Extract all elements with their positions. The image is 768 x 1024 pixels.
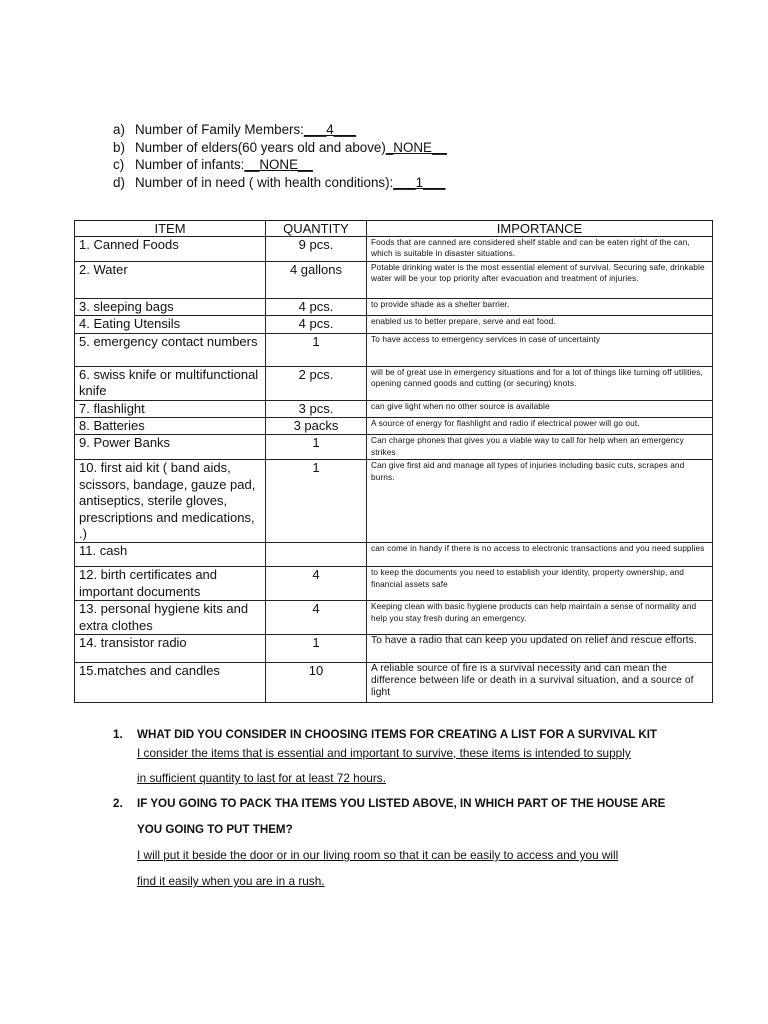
quantity-cell: 3 pcs. bbox=[266, 400, 367, 417]
importance-cell: Potable drinking water is the most essential element of survival. Securing safe, drinkable water will be your top priority after evacuation and treatment of injuries. bbox=[367, 262, 713, 299]
answer-line: find it easily when you are in a rush. bbox=[137, 874, 325, 888]
item-cell: 9. Power Banks bbox=[75, 435, 266, 460]
table-row bbox=[75, 460, 713, 543]
question-number: 1. bbox=[113, 728, 123, 741]
item-cell: 14. transistor radio bbox=[75, 635, 266, 663]
item-cell: 7. flashlight bbox=[75, 400, 266, 417]
family-info-list bbox=[113, 121, 633, 191]
table-row bbox=[75, 366, 713, 400]
question-number: 2. bbox=[113, 797, 123, 810]
table-row bbox=[75, 663, 713, 703]
answer-line: I will put it beside the door or in our living room so that it can be easily to access and you will bbox=[137, 848, 619, 862]
importance-cell: can come in handy if there is no access to electronic transactions and you need supplies bbox=[367, 543, 713, 567]
quantity-cell: 10 bbox=[266, 663, 367, 703]
table-row bbox=[75, 237, 713, 262]
question-text-continued: YOU GOING TO PUT THEM? bbox=[137, 823, 293, 836]
item-value: _NONE__ bbox=[385, 139, 447, 155]
item-cell: 2. Water bbox=[75, 262, 266, 299]
importance-cell: A source of energy for flashlight and radio if electrical power will go out. bbox=[367, 418, 713, 435]
quantity-cell: 4 bbox=[266, 567, 367, 601]
column-header-item: ITEM bbox=[75, 221, 266, 237]
item-label: Number of infants: bbox=[135, 157, 245, 173]
importance-cell: enabled us to better prepare, serve and eat food. bbox=[367, 316, 713, 333]
importance-cell: Can give first aid and manage all types of injuries including basic cuts, scrapes and burns. bbox=[367, 460, 713, 543]
item-cell: 13. personal hygiene kits and extra clothes bbox=[75, 601, 266, 635]
quantity-cell: 4 gallons bbox=[266, 262, 367, 299]
importance-cell: Can charge phones that gives you a viable way to call for help when an emergency strikes bbox=[367, 435, 713, 460]
item-letter: c) bbox=[113, 157, 125, 173]
item-cell: 11. cash bbox=[75, 543, 266, 567]
importance-cell: Foods that are canned are considered shelf stable and can be eaten right of the can, which is suitable in disaster situations. bbox=[367, 237, 713, 262]
answer-line: I consider the items that is essential and important to survive, these items is intended to supply bbox=[137, 746, 631, 760]
table-row bbox=[75, 635, 713, 663]
quantity-cell: 1 bbox=[266, 460, 367, 543]
item-cell: 12. birth certificates and important documents bbox=[75, 567, 266, 601]
questions-section bbox=[113, 727, 713, 889]
family-info-item bbox=[113, 139, 633, 157]
item-value: ___1___ bbox=[393, 174, 446, 190]
importance-cell: To have access to emergency services in case of uncertainty bbox=[367, 333, 713, 366]
column-header-quantity: QUANTITY bbox=[266, 221, 367, 237]
quantity-cell: 1 bbox=[266, 333, 367, 366]
column-header-importance: IMPORTANCE bbox=[367, 221, 713, 237]
quantity-cell: 4 pcs. bbox=[266, 316, 367, 333]
importance-cell: To have a radio that can keep you updated on relief and rescue efforts. bbox=[367, 635, 713, 663]
table-row bbox=[75, 435, 713, 460]
quantity-cell: 4 pcs. bbox=[266, 299, 367, 316]
family-info-item bbox=[113, 121, 633, 139]
item-letter: d) bbox=[113, 174, 125, 190]
table-row bbox=[75, 601, 713, 635]
table-row bbox=[75, 418, 713, 435]
quantity-cell: 1 bbox=[266, 435, 367, 460]
quantity-cell bbox=[266, 543, 367, 567]
importance-cell: A reliable source of fire is a survival necessity and can mean the difference between life or death in a survival situation, and a source of light bbox=[367, 663, 713, 703]
quantity-cell: 9 pcs. bbox=[266, 237, 367, 262]
item-cell: 10. first aid kit ( band aids, scissors, bandage, gauze pad, antiseptics, sterile gloves, prescriptions and medications, .) bbox=[75, 460, 266, 543]
item-label: Number of in need ( with health conditions): bbox=[135, 174, 394, 190]
item-value: ___4___ bbox=[303, 122, 357, 137]
question-text: IF YOU GOING TO PACK THA ITEMS YOU LISTED ABOVE, IN WHICH PART OF THE HOUSE ARE bbox=[137, 797, 666, 810]
importance-cell: can give light when no other source is available bbox=[367, 400, 713, 417]
question-text: WHAT DID YOU CONSIDER IN CHOOSING ITEMS FOR CREATING A LIST FOR A SURVIVAL KIT bbox=[137, 728, 658, 741]
quantity-cell: 2 pcs. bbox=[266, 366, 367, 400]
importance-cell: to provide shade as a shelter barrier. bbox=[367, 299, 713, 316]
item-letter: a) bbox=[113, 122, 125, 137]
table-header-row bbox=[75, 221, 713, 237]
family-info-item bbox=[113, 156, 633, 174]
item-cell: 5. emergency contact numbers bbox=[75, 333, 266, 366]
item-label: Number of Family Members: bbox=[135, 122, 304, 137]
table-row bbox=[75, 567, 713, 601]
item-cell: 4. Eating Utensils bbox=[75, 316, 266, 333]
table-row bbox=[75, 262, 713, 299]
item-cell: 1. Canned Foods bbox=[75, 237, 266, 262]
item-letter: b) bbox=[113, 139, 125, 155]
item-cell: 8. Batteries bbox=[75, 418, 266, 435]
importance-cell: will be of great use in emergency situations and for a lot of things like turning off utilities, opening canned goods and cutting (or securing) knots. bbox=[367, 366, 713, 400]
table-row bbox=[75, 333, 713, 366]
survival-kit-table bbox=[74, 220, 713, 703]
quantity-cell: 1 bbox=[266, 635, 367, 663]
item-cell: 15.matches and candles bbox=[75, 663, 266, 703]
table-row bbox=[75, 299, 713, 316]
table-row bbox=[75, 400, 713, 417]
item-value: __NONE__ bbox=[244, 157, 313, 173]
table-row bbox=[75, 543, 713, 567]
table-row bbox=[75, 316, 713, 333]
importance-cell: Keeping clean with basic hygiene products can help maintain a sense of normality and help you stay fresh during an emergency. bbox=[367, 601, 713, 635]
question-2 bbox=[113, 796, 713, 812]
family-info-item bbox=[113, 174, 633, 192]
question-1 bbox=[113, 727, 713, 743]
item-cell: 3. sleeping bags bbox=[75, 299, 266, 316]
importance-cell: to keep the documents you need to establish your identity, property ownership, and financial assets safe bbox=[367, 567, 713, 601]
item-label: Number of elders(60 years old and above) bbox=[135, 139, 386, 155]
quantity-cell: 4 bbox=[266, 601, 367, 635]
item-cell: 6. swiss knife or multifunctional knife bbox=[75, 366, 266, 400]
quantity-cell: 3 packs bbox=[266, 418, 367, 435]
answer-line: in sufficient quantity to last for at least 72 hours. bbox=[137, 771, 386, 785]
